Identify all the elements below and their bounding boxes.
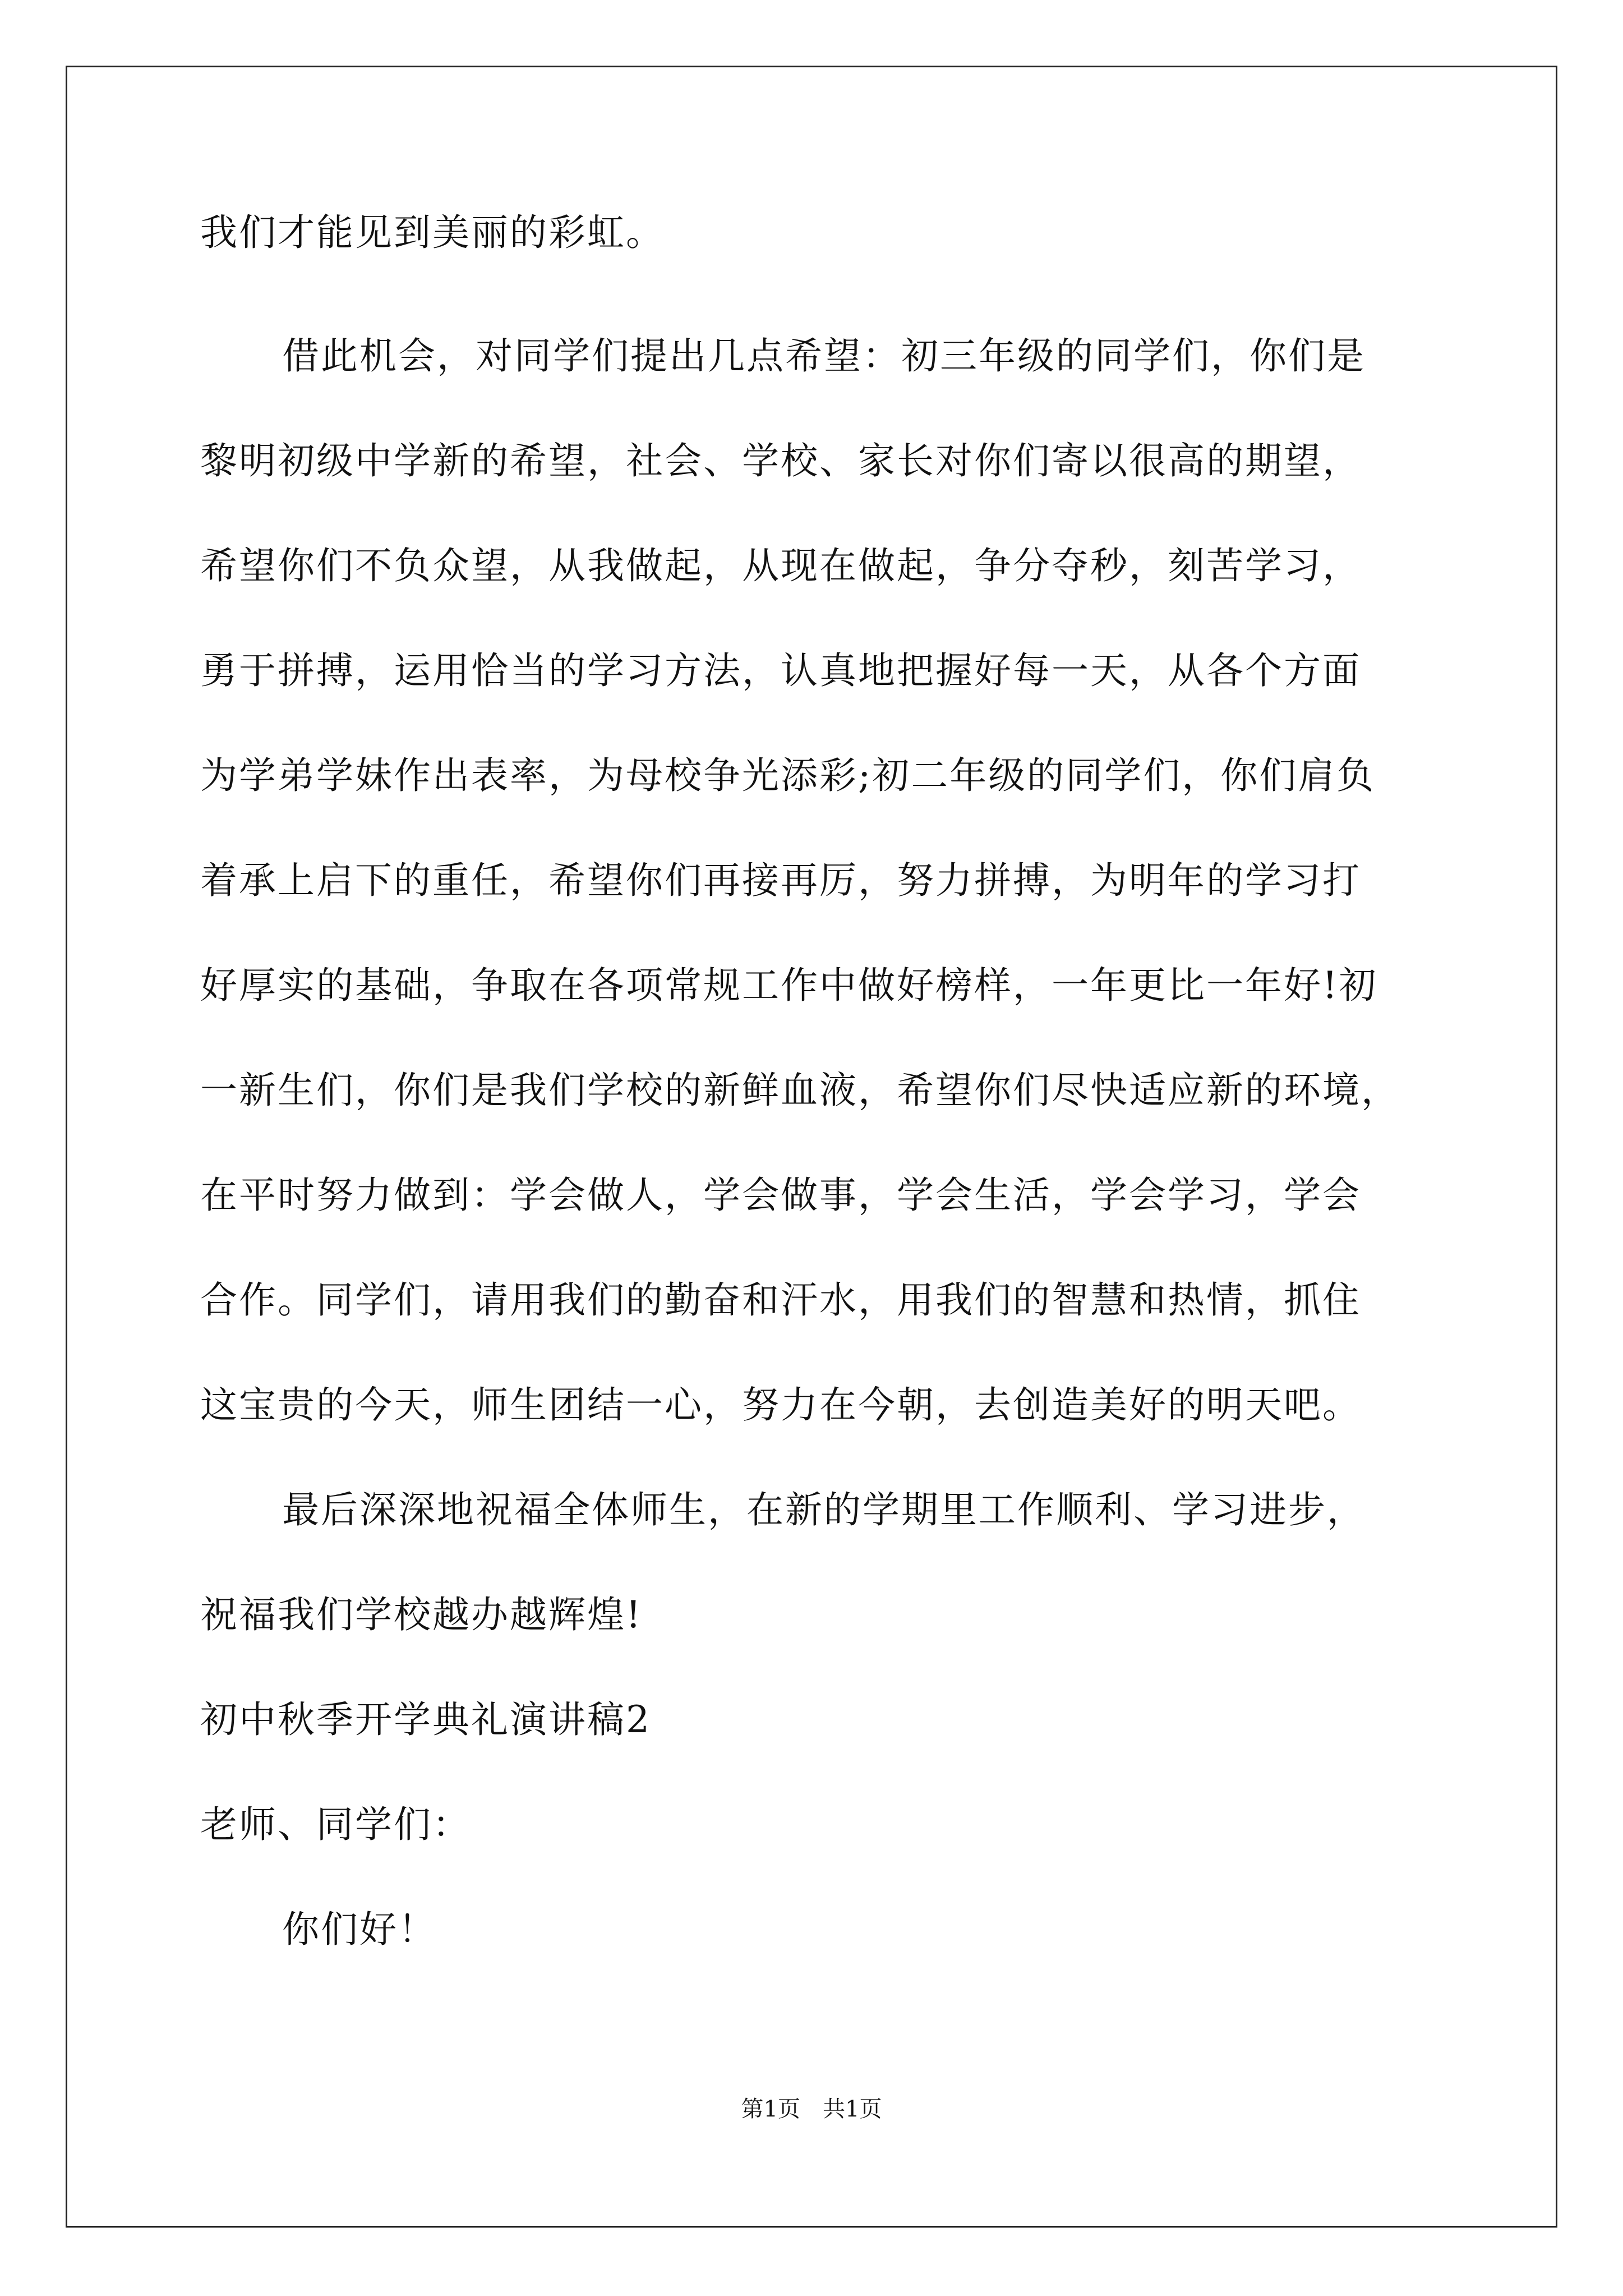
text-line: 希望你们不负众望，从我做起，从现在做起，争分夺秒，刻苦学习，: [200, 544, 1361, 587]
text-line: 我们才能见到美丽的彩虹。: [200, 211, 665, 254]
text-line: 这宝贵的今天，师生团结一心，努力在今朝，去创造美好的明天吧。: [200, 1383, 1361, 1427]
text-line: 黎明初级中学新的希望，社会、学校、家长对你们寄以很高的期望，: [200, 439, 1361, 482]
text-line: 为学弟学妹作出表率，为母校争光添彩;初二年级的同学们，你们肩负: [200, 754, 1376, 797]
text-line: 在平时努力做到：学会做人，学会做事，学会生活，学会学习，学会: [200, 1174, 1361, 1217]
paragraph-start-line: 借此机会，对同学们提出几点希望：初三年级的同学们，你们是: [282, 334, 1366, 378]
greeting: 你们好！: [282, 1908, 437, 1951]
text-line: 祝福我们学校越办越辉煌!: [200, 1593, 643, 1636]
salutation: 老师、同学们：: [200, 1803, 471, 1846]
paragraph-start-line: 最后深深地祝福全体师生，在新的学期里工作顺利、学习进步，: [282, 1488, 1366, 1531]
text-line: 好厚实的基础，争取在各项常规工作中做好榜样，一年更比一年好!初: [200, 964, 1378, 1007]
text-line: 合作。同学们，请用我们的勤奋和汗水，用我们的智慧和热情，抓住: [200, 1278, 1361, 1322]
text-line: 着承上启下的重任，希望你们再接再厉，努力拼搏，为明年的学习打: [200, 859, 1361, 902]
section-heading: 初中秋季开学典礼演讲稿2: [200, 1698, 651, 1741]
text-line: 勇于拼搏，运用恰当的学习方法，认真地把握好每一天，从各个方面: [200, 649, 1361, 692]
page-footer: 第1页 共1页: [741, 2096, 882, 2122]
text-line: 一新生们，你们是我们学校的新鲜血液，希望你们尽快适应新的环境，: [200, 1069, 1400, 1112]
page-border: [66, 66, 1557, 2228]
